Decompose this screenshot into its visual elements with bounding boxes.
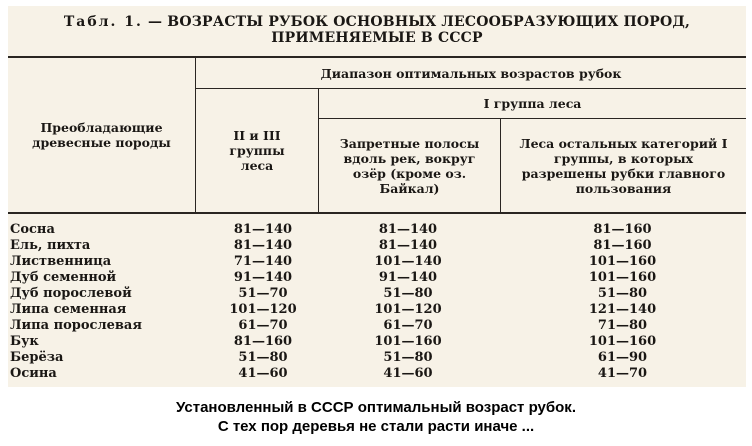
caption (0, 398, 752, 436)
other-categories-cell: 81—160 (593, 222, 652, 237)
table-row (8, 254, 746, 270)
other-categories-cell: 61—90 (597, 350, 648, 365)
scanned-table-image (8, 6, 746, 387)
protected-strips-cell: 51—80 (383, 350, 433, 365)
other-categories-cell: 41—70 (597, 366, 648, 381)
header-other-categories: Леса остальных категорий I группы, в которых разрешены рубки главного пользования (519, 135, 728, 196)
protected-strips-cell: 61—70 (383, 318, 433, 333)
species-cell: Липа порослевая (10, 318, 142, 333)
other-categories-cell: 81—160 (593, 238, 652, 253)
table-row (8, 366, 746, 382)
header-groups-2-3: II и III группы леса (229, 128, 285, 173)
groups-2-3-cell: 61—70 (238, 318, 288, 333)
species-cell: Бук (10, 334, 39, 349)
header-range: Диапазон оптимальных возрастов рубок (320, 65, 622, 81)
protected-strips-cell: 101—140 (374, 254, 442, 269)
title-line-2: ПРИМЕНЯЕМЫЕ В СССР (271, 30, 483, 46)
table-row (8, 286, 746, 302)
title-line-1: ВОЗРАСТЫ РУБОК ОСНОВНЫХ ЛЕСООБРАЗУЮЩИХ ПОРОД, (167, 14, 691, 30)
protected-strips-cell: 81—140 (378, 238, 438, 253)
table-row (8, 334, 746, 350)
groups-2-3-cell: 51—70 (238, 286, 288, 301)
title-dash: — (148, 14, 163, 30)
species-cell: Дуб семенной (10, 270, 117, 285)
caption-line-2: С тех пор деревья не стали расти иначе ... (217, 418, 535, 435)
groups-2-3-cell: 81—160 (233, 334, 293, 349)
species-cell: Ель, пихта (10, 238, 91, 253)
header-bottom-rule (8, 212, 746, 214)
protected-strips-cell: 101—160 (374, 334, 442, 349)
table-row (8, 222, 746, 238)
groups-2-3-cell: 101—120 (229, 302, 297, 317)
other-categories-cell: 121—140 (588, 302, 657, 317)
table-row (8, 302, 746, 318)
protected-strips-cell: 101—120 (374, 302, 442, 317)
groups-2-3-cell: 91—140 (233, 270, 293, 285)
other-categories-cell: 101—160 (588, 254, 657, 269)
species-cell: Сосна (10, 222, 55, 237)
species-cell: Липа семенная (10, 302, 127, 317)
table-row (8, 238, 746, 254)
species-cell: Лиственница (10, 254, 112, 269)
groups-2-3-cell: 51—80 (238, 350, 288, 365)
other-categories-cell: 71—80 (597, 318, 648, 333)
table-row (8, 318, 746, 334)
groups-2-3-cell: 71—140 (233, 254, 293, 269)
groups-2-3-cell: 81—140 (233, 222, 293, 237)
species-cell: Осина (10, 366, 57, 381)
protected-strips-cell: 81—140 (378, 222, 438, 237)
species-cell: Берёза (10, 350, 64, 365)
protected-strips-cell: 91—140 (378, 270, 438, 285)
groups-2-3-cell: 41—60 (238, 366, 288, 381)
species-cell: Дуб порослевой (10, 286, 132, 301)
table-number: Табл. 1. (63, 14, 143, 30)
protected-strips-cell: 51—80 (383, 286, 433, 301)
header-protected-strips: Запретные полосы вдоль рек, вокруг озёр (кроме оз. Байкал) (339, 135, 480, 196)
header-group-1: I группа леса (483, 96, 582, 111)
caption-line-1: Установленный в СССР оптимальный возраст рубок. (176, 399, 576, 416)
table-row (8, 350, 746, 366)
table-row (8, 270, 746, 286)
other-categories-cell: 101—160 (588, 270, 657, 285)
table-title (8, 14, 746, 46)
header-species: Преобладающие древесные породы (32, 120, 171, 150)
groups-2-3-cell: 81—140 (233, 238, 293, 253)
other-categories-cell: 101—160 (588, 334, 657, 349)
protected-strips-cell: 41—60 (383, 366, 433, 381)
other-categories-cell: 51—80 (597, 286, 648, 301)
